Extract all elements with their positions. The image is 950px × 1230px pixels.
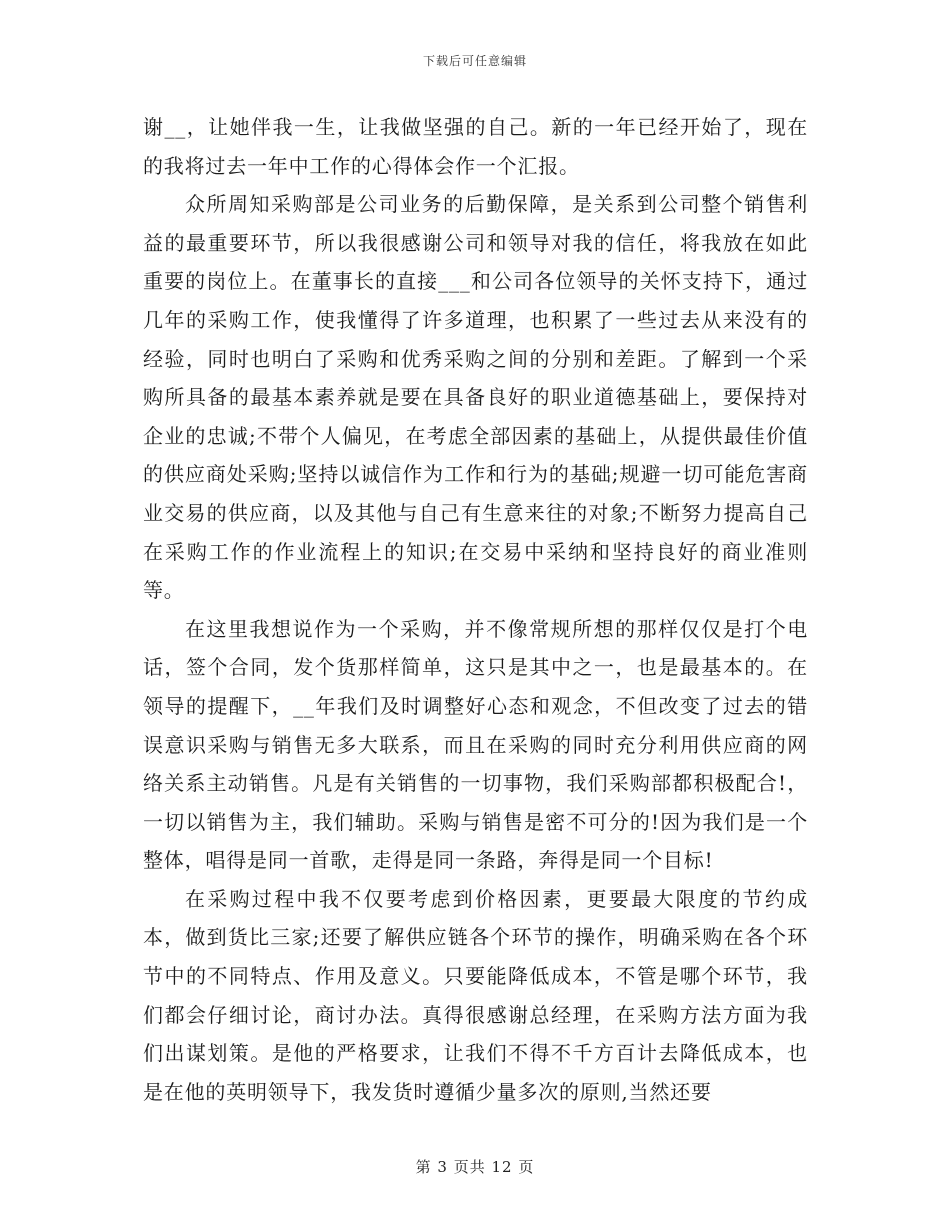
- paragraph-3: 在这里我想说作为一个采购，并不像常规所想的那样仅仅是打个电话，签个合同，发个货那样简单，这只是其中之一，也是最基本的。在领导的提醒下，__年我们及时调整好心态和观念，不但改变了过去的错误意识采购与销售无多大联系，而且在采购的同时充分利用供应商的网络关系主动销售。凡是有关销售的一切事物，我们采购部都积极配合!，一切以销售为主，我们辅助。采购与销售是密不可分的!因为我们是一个整体，唱得是同一首歌，走得是同一条路，奔得是同一个目标!: [143, 616, 808, 873]
- page-header: 下载后可任意编辑: [422, 54, 527, 68]
- page-footer: 第 3 页共 12 页: [415, 1158, 535, 1176]
- document-body: [143, 108, 808, 1111]
- paragraph-2: 众所周知采购部是公司业务的后勤保障，是关系到公司整个销售利益的最重要环节，所以我很感谢公司和领导对我的信任，将我放在如此重要的岗位上。在董事长的直接___和公司各位领导的关怀支持下，通过几年的采购工作，使我懂得了许多道理，也积累了一些过去从来没有的经验，同时也明白了采购和优秀采购之间的分别和差距。了解到一个采购所具备的最基本素养就是要在具备良好的职业道德基础上，要保持对企业的忠诚;不带个人偏见，在考虑全部因素的基础上，从提供最佳价值的供应商处采购;坚持以诚信作为工作和行为的基础;规避一切可能危害商业交易的供应商，以及其他与自己有生意来往的对象;不断努力提高自己在采购工作的作业流程上的知识;在交易中采纳和坚持良好的商业准则等。: [143, 192, 808, 603]
- paragraph-4: 在采购过程中我不仅要考虑到价格因素，更要最大限度的节约成本，做到货比三家;还要了解供应链各个环节的操作，明确采购在各个环节中的不同特点、作用及意义。只要能降低成本，不管是哪个环节，我们都会仔细讨论，商讨办法。真得很感谢总经理，在采购方法方面为我们出谋划策。是他的严格要求，让我们不得不千方百计去降低成本，也是在他的英明领导下，我发货时遵循少量多次的原则,当然还要: [143, 886, 808, 1104]
- paragraph-1: 谢__，让她伴我一生，让我做坚强的自己。新的一年已经开始了，现在的我将过去一年中工作的心得体会作一个汇报。: [143, 115, 808, 178]
